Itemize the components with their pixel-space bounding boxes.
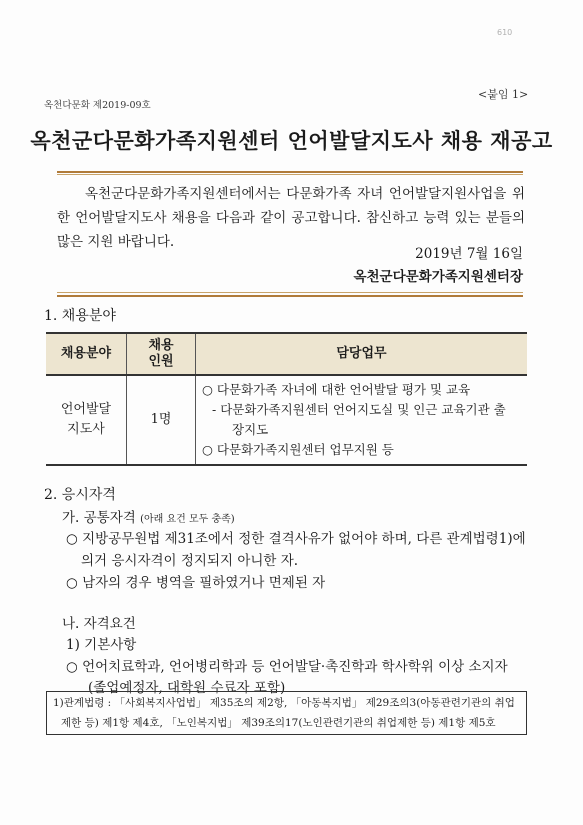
common-qualification-heading [62, 506, 235, 526]
common-qualification-title: 가. 공통자격 [62, 510, 136, 526]
document-number: 옥천다문화 제2019-09호 [44, 100, 151, 111]
duty-item: - 다문화가족지원센터 언어지도실 및 인근 교육기관 출 [212, 402, 506, 417]
footnote-box [46, 691, 527, 735]
cell-field [46, 375, 127, 465]
header-field: 채용분야 [46, 333, 127, 375]
attachment-label: <붙임 1> [478, 88, 529, 101]
bottom-rule-thin [57, 292, 523, 293]
header-count-label: 채용 인원 [148, 338, 174, 369]
signer: 옥천군다문화가족지원센터장 [353, 269, 523, 285]
cell-count: 1명 [127, 375, 196, 465]
top-rule-thin [57, 174, 523, 175]
page-title: 옥천군다문화가족지원센터 언어발달지도사 채용 재공고 [30, 128, 553, 153]
table-row [46, 375, 527, 465]
intro-text: 옥천군다문화가족지원센터에서는 다문화가족 자녀 언어발달지원사업을 위한 언어발달지도사 채용을 다음과 같이 공고합니다. 참신하고 능력 있는 분들의 많은 지원 바랍니다. [57, 186, 525, 250]
recruitment-table [46, 332, 527, 466]
footnote-line: 1)관계법령 : 「사회복지사업법」 제35조의 제2항, 「아동복지법」 제29조의3(아동관련기관의 취업 [53, 697, 515, 709]
list-item: ○ 지방공무원법 제31조에서 정한 결격사유가 없어야 하며, 다른 관계법령1)에 [66, 531, 526, 547]
duty-item: ○ 다문화가족지원센터 업무지원 등 [202, 442, 394, 457]
list-item: 의거 응시자격이 정지되지 아니한 자. [81, 553, 299, 569]
bottom-rule [57, 295, 523, 297]
section1-heading: 1. 채용분야 [44, 308, 116, 324]
list-item: ○ 남자의 경우 병역을 필하였거나 면제된 자 [66, 575, 326, 591]
footnote-line: 제한 등) 제1항 제4호, 「노인복지법」 제39조의17(노인관련기관의 취업제한 등) 제1항 제5호 [61, 717, 496, 729]
section2-heading: 2. 응시자격 [44, 487, 116, 503]
table-header-row [46, 333, 527, 375]
announcement-date: 2019년 7월 16일 [415, 246, 523, 262]
header-duties: 담당업무 [196, 333, 528, 375]
top-rule [57, 171, 523, 173]
requirements-heading: 나. 자격요건 [62, 616, 136, 632]
field-label: 언어발달 지도사 [60, 402, 112, 437]
header-count [127, 333, 196, 375]
duty-item: 장지도 [232, 422, 269, 437]
basic-requirements-heading: 1) 기본사항 [66, 637, 137, 653]
list-item: ○ 언어치료학과, 언어병리학과 등 언어발달·촉진학과 학사학위 이상 소지자 [66, 659, 508, 675]
page-mark: 610 [497, 28, 513, 37]
cell-duties [196, 375, 528, 465]
list-item: (졸업예정자, 대학원 수료자 포함) [88, 680, 286, 696]
duty-item: ○ 다문화가족 자녀에 대한 언어발달 평가 및 교육 [202, 382, 471, 397]
common-qualification-note: (아래 요건 모두 충족) [140, 514, 235, 525]
